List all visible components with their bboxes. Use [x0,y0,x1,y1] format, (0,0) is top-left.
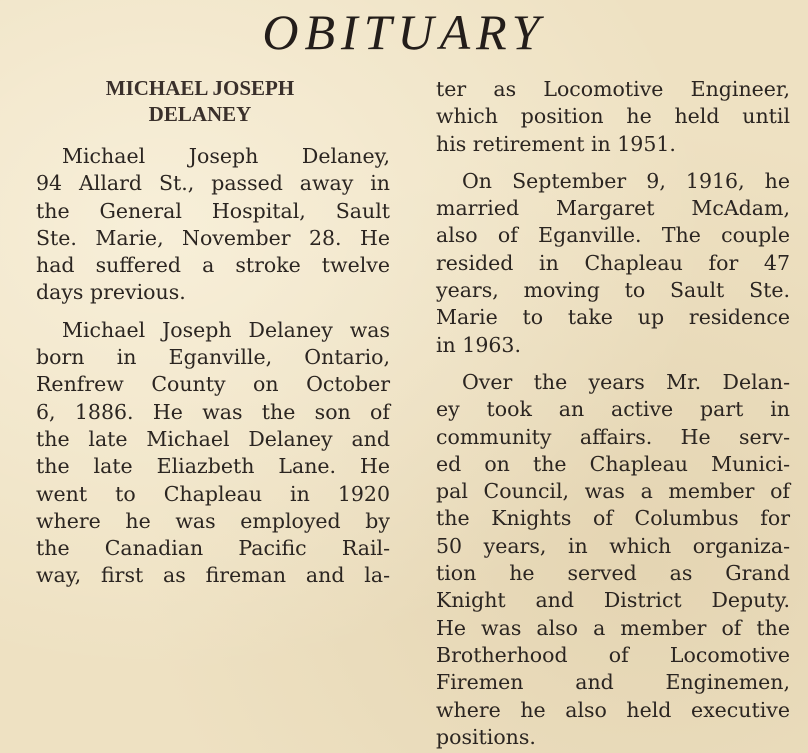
text-line: positions. [436,724,536,749]
text-line: the late Eliazbeth Lane. He [36,454,390,479]
text-line: Firemen and Enginemen, [436,670,790,695]
paragraph-marriage [410,168,790,359]
text-line: ter as Locomotive Engineer, [436,77,790,101]
paragraph-early-life [10,317,390,590]
text-line: the Canadian Pacific Rail- [36,536,390,561]
text-line: also of Eganville. The couple [436,223,790,248]
paragraph-career-continued [410,76,790,158]
text-line: years, moving to Sault Ste. [436,278,790,303]
text-line: the Knights of Columbus for [436,506,790,531]
text-line: his retirement in 1951. [436,131,676,156]
text-line: pal Council, was a member of [436,479,790,504]
text-line: ed on the Chapleau Munici- [436,451,790,476]
text-line: went to Chapleau in 1920 [36,481,390,506]
text-line: way, first as fireman and la- [36,563,390,588]
headline-line-2: DELANEY [148,102,252,126]
text-line: married Margaret McAdam, [436,196,790,221]
text-line: born in Eganville, Ontario, [36,345,390,370]
paragraph-community [410,369,790,751]
text-line: Renfrew County on October [36,372,390,397]
text-line: Michael Joseph Delaney was [62,317,390,342]
obituary-headline [10,75,390,127]
right-column [410,76,790,751]
text-line: Marie to take up residence [436,305,790,330]
text-line: 6, 1886. He was the son of [36,399,390,424]
text-line: He was also a member of the [436,615,790,640]
text-line: 50 years, in which organiza- [436,533,790,558]
text-line: which position he held until [436,104,790,129]
text-line: Knight and District Deputy. [436,588,790,613]
masthead-title: OBITUARY [262,4,546,60]
text-line: Michael Joseph Delaney, [62,144,390,168]
text-line: Over the years Mr. Delan- [462,369,790,394]
text-line: had suffered a stroke twelve [36,253,390,278]
text-line: Ste. Marie, November 28. He [36,225,390,250]
text-line: where he was employed by [36,508,390,533]
text-line: resided in Chapleau for 47 [436,250,790,275]
left-column [10,75,390,590]
text-line: 94 Allard St., passed away in [36,171,390,196]
text-line: community affairs. He serv- [436,424,790,449]
text-line: the General Hospital, Sault [36,198,390,223]
headline-line-1: MICHAEL JOSEPH [105,76,295,100]
text-line: in 1963. [436,332,521,357]
text-line: On September 9, 1916, he [462,168,790,193]
text-line: ey took an active part in [436,397,790,422]
text-line: the late Michael Delaney and [36,426,390,451]
paragraph-death-notice [10,143,390,307]
text-line: where he also held executive [436,697,790,722]
text-line: days previous. [36,280,186,305]
text-line: Brotherhood of Locomotive [436,642,790,667]
text-line: tion he served as Grand [436,561,790,586]
